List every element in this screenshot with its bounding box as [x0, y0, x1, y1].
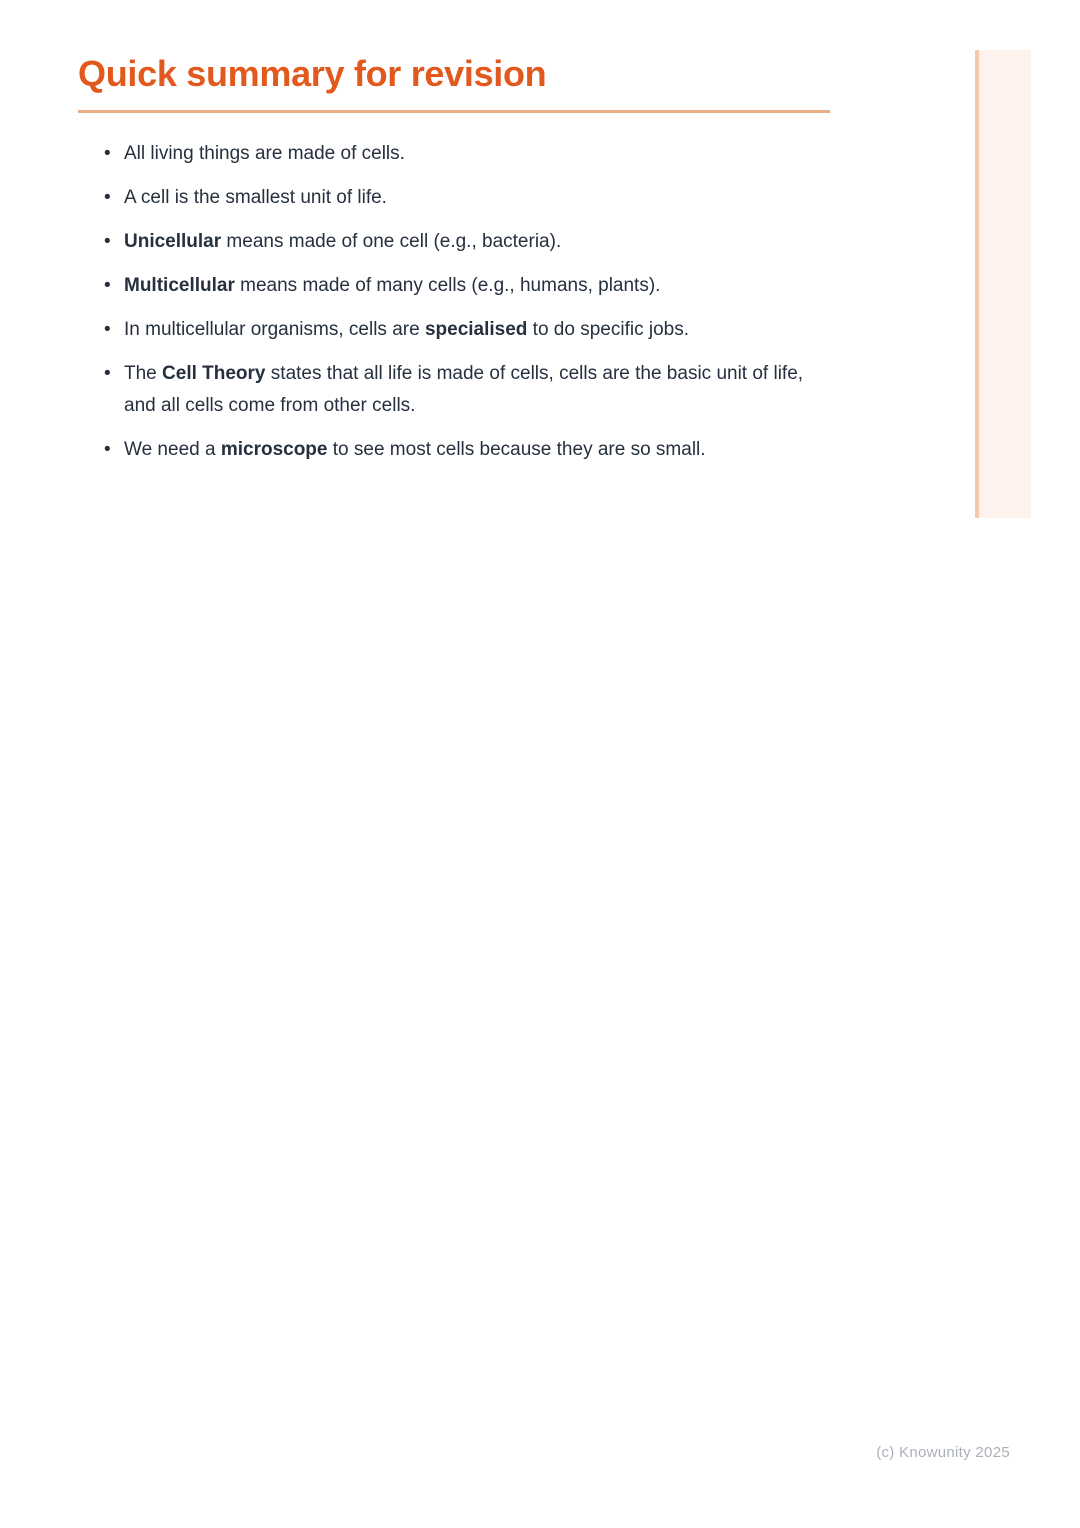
bold-term: Cell Theory: [162, 363, 266, 384]
list-item: [78, 314, 830, 346]
list-item: [78, 226, 830, 258]
list-item: [78, 270, 830, 302]
text-run: to see most cells because they are so small.: [327, 439, 706, 460]
bold-term: Multicellular: [124, 275, 235, 296]
text-run: to do specific jobs.: [527, 319, 689, 340]
list-item: [78, 182, 830, 214]
text-run: means made of many cells (e.g., humans, plants).: [234, 275, 661, 296]
text-run: states that all life is made of cells, cells are the basic unit of life, and all cells come from other cells.: [124, 363, 804, 416]
list-item: [78, 358, 830, 422]
copyright-footer: (c) Knowunity 2025: [876, 1444, 1010, 1461]
bold-term: Unicellular: [124, 231, 222, 252]
content-area: [78, 52, 830, 478]
text-run: We need a: [124, 439, 221, 460]
text-run: The: [124, 363, 163, 384]
page-title: Quick summary for revision: [78, 53, 547, 94]
summary-list: [78, 138, 830, 466]
text-run: All living things are made of cells.: [124, 143, 405, 164]
bold-term: specialised: [424, 319, 528, 340]
bold-term: microscope: [220, 439, 328, 460]
title-underline: [78, 110, 830, 113]
decorative-side-panel: [975, 50, 1031, 518]
text-run: In multicellular organisms, cells are: [124, 319, 425, 340]
list-item: [78, 434, 830, 466]
text-run: means made of one cell (e.g., bacteria).: [221, 231, 562, 252]
list-item: [78, 138, 830, 170]
text-run: A cell is the smallest unit of life.: [124, 187, 387, 208]
